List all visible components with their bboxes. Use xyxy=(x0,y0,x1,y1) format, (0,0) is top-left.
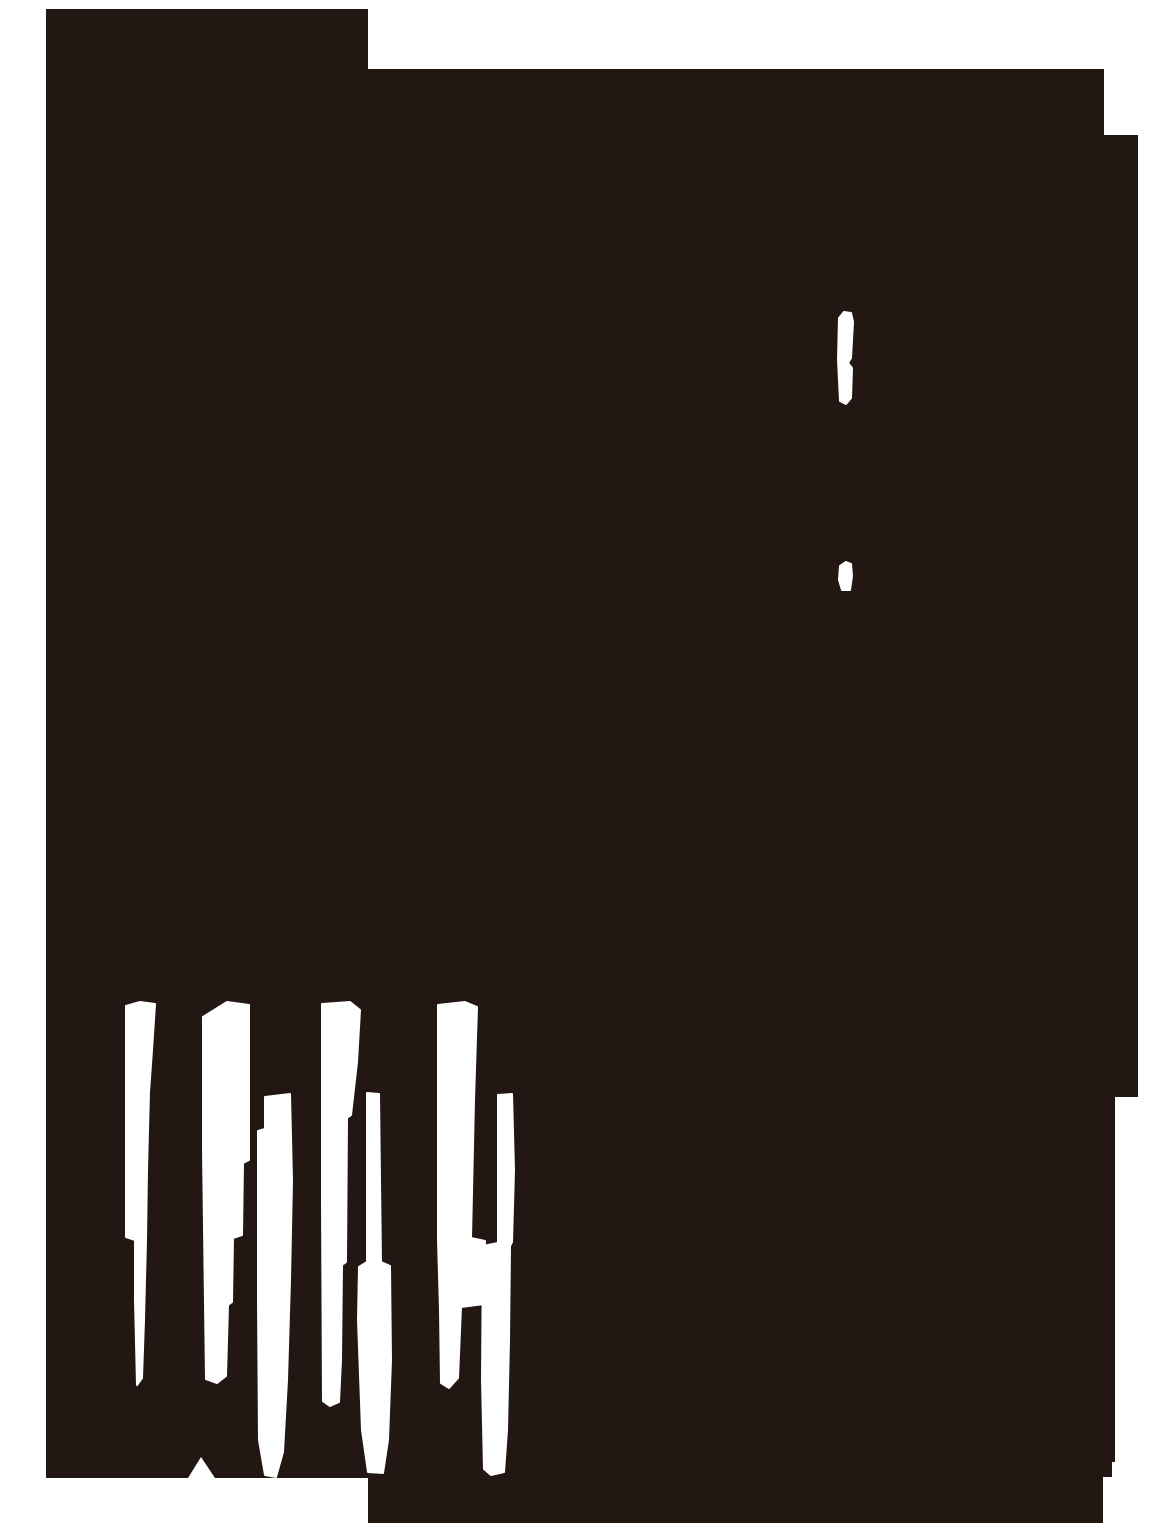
white-dash-lower xyxy=(839,562,852,590)
white-dash-upper xyxy=(838,312,853,404)
